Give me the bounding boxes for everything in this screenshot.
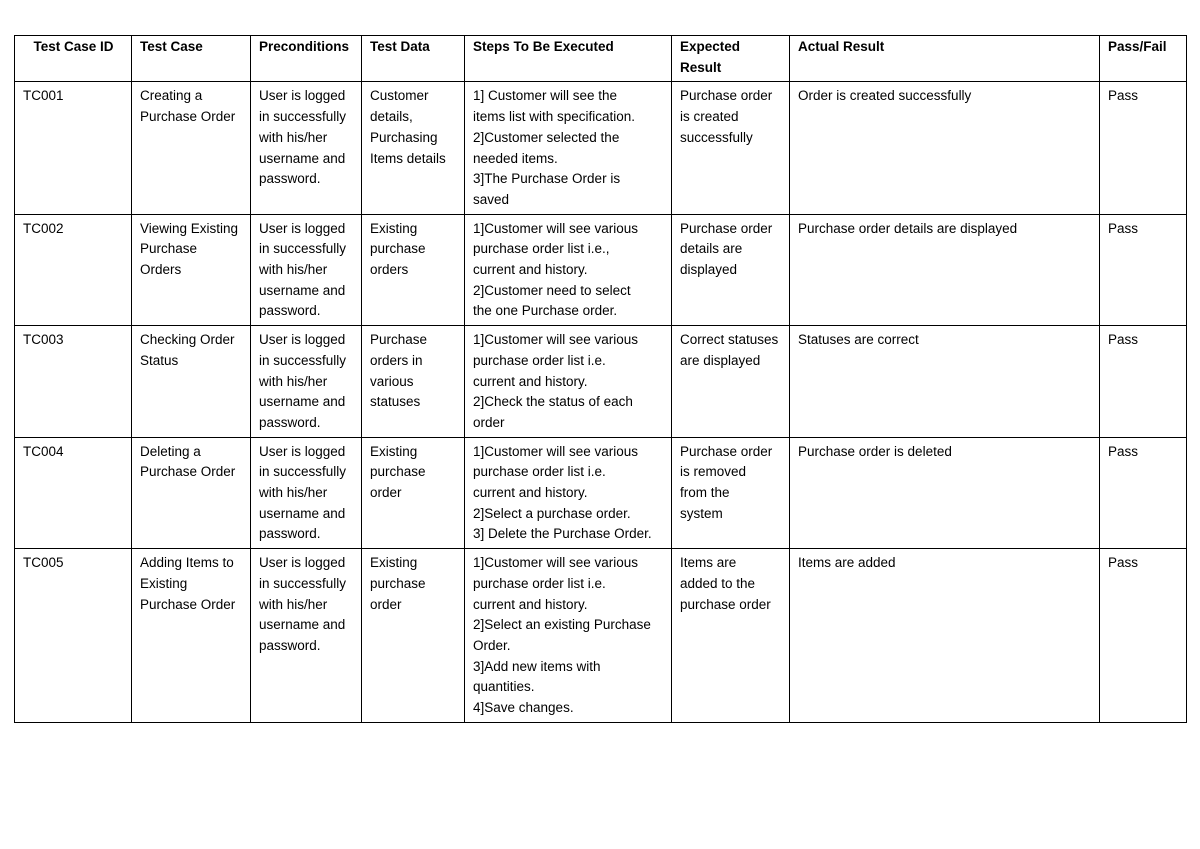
cell-steps-line: the one Purchase order. <box>473 303 618 319</box>
cell-test-data <box>362 326 465 438</box>
cell-steps-line: quantities. <box>473 679 535 695</box>
cell-steps <box>465 214 672 326</box>
cell-test-data-line: purchase <box>370 575 426 591</box>
cell-actual-result: Statuses are correct <box>790 326 1100 438</box>
cell-test-data-line: order <box>370 596 402 612</box>
header-test-data: Test Data <box>362 36 465 82</box>
cell-expected-result-line: are displayed <box>680 352 761 368</box>
cell-actual-result: Items are added <box>790 549 1100 723</box>
cell-test-case <box>132 82 251 214</box>
cell-test-data-line: purchase <box>370 241 426 257</box>
header-pass-fail: Pass/Fail <box>1100 36 1187 82</box>
cell-expected-result-line: is created <box>680 109 739 125</box>
cell-test-data-line: Items details <box>370 150 446 166</box>
cell-preconditions-line: with his/her <box>259 373 328 389</box>
header-preconditions: Preconditions <box>251 36 362 82</box>
cell-test-case-line: Orders <box>140 262 182 278</box>
test-case-document <box>14 35 1187 723</box>
cell-test-case <box>132 214 251 326</box>
cell-steps-line: 1]Customer will see various <box>473 443 639 459</box>
cell-test-data-line: Purchase <box>370 332 428 348</box>
cell-actual-result: Order is created successfully <box>790 82 1100 214</box>
cell-expected-result <box>672 82 790 214</box>
cell-test-case-id: TC005 <box>15 549 132 723</box>
cell-steps <box>465 82 672 214</box>
header-test-case-id: Test Case ID <box>15 36 132 82</box>
header-actual-result: Actual Result <box>790 36 1100 82</box>
cell-pass-fail: Pass <box>1100 549 1187 723</box>
cell-preconditions-line: in successfully <box>259 352 347 368</box>
cell-steps-line: purchase order list i.e. <box>473 464 606 480</box>
cell-expected-result-line: Correct statuses <box>680 332 779 348</box>
cell-test-data-line: statuses <box>370 394 421 410</box>
cell-steps-line: purchase order list i.e., <box>473 241 610 257</box>
cell-test-data <box>362 82 465 214</box>
cell-test-case-id: TC004 <box>15 437 132 549</box>
cell-test-data <box>362 437 465 549</box>
cell-steps-line: purchase order list i.e. <box>473 575 606 591</box>
cell-steps-line: 2]Select a purchase order. <box>473 505 631 521</box>
cell-test-case-id: TC002 <box>15 214 132 326</box>
cell-test-data-line: purchase <box>370 464 426 480</box>
cell-preconditions-line: username and <box>259 394 346 410</box>
cell-test-case-line: Status <box>140 352 179 368</box>
cell-test-case <box>132 326 251 438</box>
cell-test-data-line: details, <box>370 109 413 125</box>
cell-preconditions-line: password. <box>259 637 321 653</box>
cell-preconditions-line: User is logged <box>259 332 346 348</box>
cell-steps-line: saved <box>473 191 510 207</box>
cell-steps <box>465 437 672 549</box>
cell-test-case-line: Purchase <box>140 241 198 257</box>
cell-steps-line: 2]Check the status of each <box>473 394 633 410</box>
cell-test-data <box>362 549 465 723</box>
cell-steps-line: current and history. <box>473 485 588 501</box>
cell-preconditions <box>251 82 362 214</box>
cell-test-data-line: various <box>370 373 414 389</box>
cell-test-data-line: Existing <box>370 220 418 236</box>
table-row <box>15 214 1187 326</box>
cell-preconditions <box>251 437 362 549</box>
cell-test-case-line: Viewing Existing <box>140 220 239 236</box>
table-header-row <box>15 36 1187 82</box>
cell-test-case-line: Purchase Order <box>140 464 236 480</box>
cell-expected-result <box>672 214 790 326</box>
cell-test-case <box>132 437 251 549</box>
cell-preconditions <box>251 549 362 723</box>
cell-preconditions <box>251 214 362 326</box>
cell-expected-result <box>672 549 790 723</box>
cell-steps-line: 1]Customer will see various <box>473 555 639 571</box>
cell-test-data-line: Purchasing <box>370 129 438 145</box>
cell-preconditions-line: User is logged <box>259 555 346 571</box>
cell-expected-result-line: added to the <box>680 575 756 591</box>
cell-preconditions-line: User is logged <box>259 220 346 236</box>
cell-test-data-line: Customer <box>370 88 429 104</box>
cell-preconditions-line: password. <box>259 303 321 319</box>
cell-preconditions-line: with his/her <box>259 596 328 612</box>
cell-pass-fail: Pass <box>1100 326 1187 438</box>
cell-test-case-line: Deleting a <box>140 443 201 459</box>
cell-steps-line: current and history. <box>473 596 588 612</box>
cell-preconditions-line: with his/her <box>259 485 328 501</box>
cell-actual-result: Purchase order is deleted <box>790 437 1100 549</box>
cell-preconditions-line: in successfully <box>259 464 347 480</box>
cell-expected-result-line: Purchase order <box>680 220 773 236</box>
cell-steps-line: purchase order list i.e. <box>473 352 606 368</box>
cell-test-case-line: Purchase Order <box>140 596 236 612</box>
cell-steps-line: needed items. <box>473 150 558 166</box>
cell-expected-result-line: successfully <box>680 129 753 145</box>
cell-test-data-line: order <box>370 485 402 501</box>
cell-test-data-line: Existing <box>370 443 418 459</box>
cell-preconditions-line: User is logged <box>259 88 346 104</box>
cell-preconditions-line: in successfully <box>259 109 347 125</box>
cell-steps-line: 3]Add new items with <box>473 658 601 674</box>
cell-steps-line: 3]The Purchase Order is <box>473 171 621 187</box>
cell-steps-line: Order. <box>473 637 511 653</box>
cell-preconditions-line: User is logged <box>259 443 346 459</box>
cell-pass-fail: Pass <box>1100 214 1187 326</box>
cell-expected-result-line: Items are <box>680 555 737 571</box>
header-expected-line: Result <box>680 59 722 75</box>
table-row <box>15 549 1187 723</box>
cell-preconditions-line: in successfully <box>259 575 347 591</box>
cell-expected-result-line: system <box>680 505 723 521</box>
cell-steps-line: 2]Customer selected the <box>473 129 620 145</box>
cell-steps-line: 1]Customer will see various <box>473 332 639 348</box>
cell-expected-result <box>672 326 790 438</box>
cell-test-case-line: Checking Order <box>140 332 235 348</box>
cell-test-data-line: orders in <box>370 352 423 368</box>
cell-preconditions-line: username and <box>259 282 346 298</box>
cell-test-data-line: Existing <box>370 555 418 571</box>
cell-preconditions-line: in successfully <box>259 241 347 257</box>
table-row <box>15 82 1187 214</box>
cell-preconditions-line: with his/her <box>259 262 328 278</box>
cell-expected-result-line: details are <box>680 241 743 257</box>
cell-test-case <box>132 549 251 723</box>
cell-steps-line: 2]Customer need to select <box>473 282 631 298</box>
cell-expected-result-line: Purchase order <box>680 443 773 459</box>
cell-test-case-line: Existing <box>140 575 188 591</box>
cell-expected-result-line: is removed <box>680 464 747 480</box>
cell-expected-result <box>672 437 790 549</box>
cell-test-case-id: TC003 <box>15 326 132 438</box>
cell-test-case-line: Adding Items to <box>140 555 234 571</box>
cell-test-case-line: Purchase Order <box>140 109 236 125</box>
cell-pass-fail: Pass <box>1100 82 1187 214</box>
cell-actual-result: Purchase order details are displayed <box>790 214 1100 326</box>
cell-test-data-line: orders <box>370 262 409 278</box>
cell-expected-result-line: from the <box>680 485 730 501</box>
test-case-table <box>14 35 1187 723</box>
header-expected-line: Expected <box>680 39 741 54</box>
cell-expected-result-line: displayed <box>680 262 738 278</box>
table-row <box>15 326 1187 438</box>
cell-expected-result-line: Purchase order <box>680 88 773 104</box>
cell-steps-line: 1] Customer will see the <box>473 88 618 104</box>
cell-steps-line: items list with specification. <box>473 109 636 125</box>
cell-preconditions-line: password. <box>259 526 321 542</box>
cell-preconditions-line: with his/her <box>259 129 328 145</box>
cell-preconditions-line: username and <box>259 150 346 166</box>
cell-steps-line: 3] Delete the Purchase Order. <box>473 526 652 542</box>
cell-preconditions-line: password. <box>259 171 321 187</box>
cell-pass-fail: Pass <box>1100 437 1187 549</box>
header-expected-result <box>672 36 790 82</box>
cell-steps-line: 2]Select an existing Purchase <box>473 617 651 633</box>
cell-steps-line: current and history. <box>473 373 588 389</box>
cell-preconditions-line: username and <box>259 617 346 633</box>
header-test-case: Test Case <box>132 36 251 82</box>
table-row <box>15 437 1187 549</box>
cell-preconditions-line: password. <box>259 414 321 430</box>
header-steps: Steps To Be Executed <box>465 36 672 82</box>
cell-steps-line: order <box>473 414 505 430</box>
cell-test-case-id: TC001 <box>15 82 132 214</box>
cell-steps-line: 4]Save changes. <box>473 700 574 716</box>
cell-preconditions-line: username and <box>259 505 346 521</box>
cell-test-case-line: Creating a <box>140 88 203 104</box>
cell-expected-result-line: purchase order <box>680 596 771 612</box>
cell-steps <box>465 326 672 438</box>
cell-steps-line: 1]Customer will see various <box>473 220 639 236</box>
cell-steps-line: current and history. <box>473 262 588 278</box>
cell-test-data <box>362 214 465 326</box>
cell-preconditions <box>251 326 362 438</box>
cell-steps <box>465 549 672 723</box>
